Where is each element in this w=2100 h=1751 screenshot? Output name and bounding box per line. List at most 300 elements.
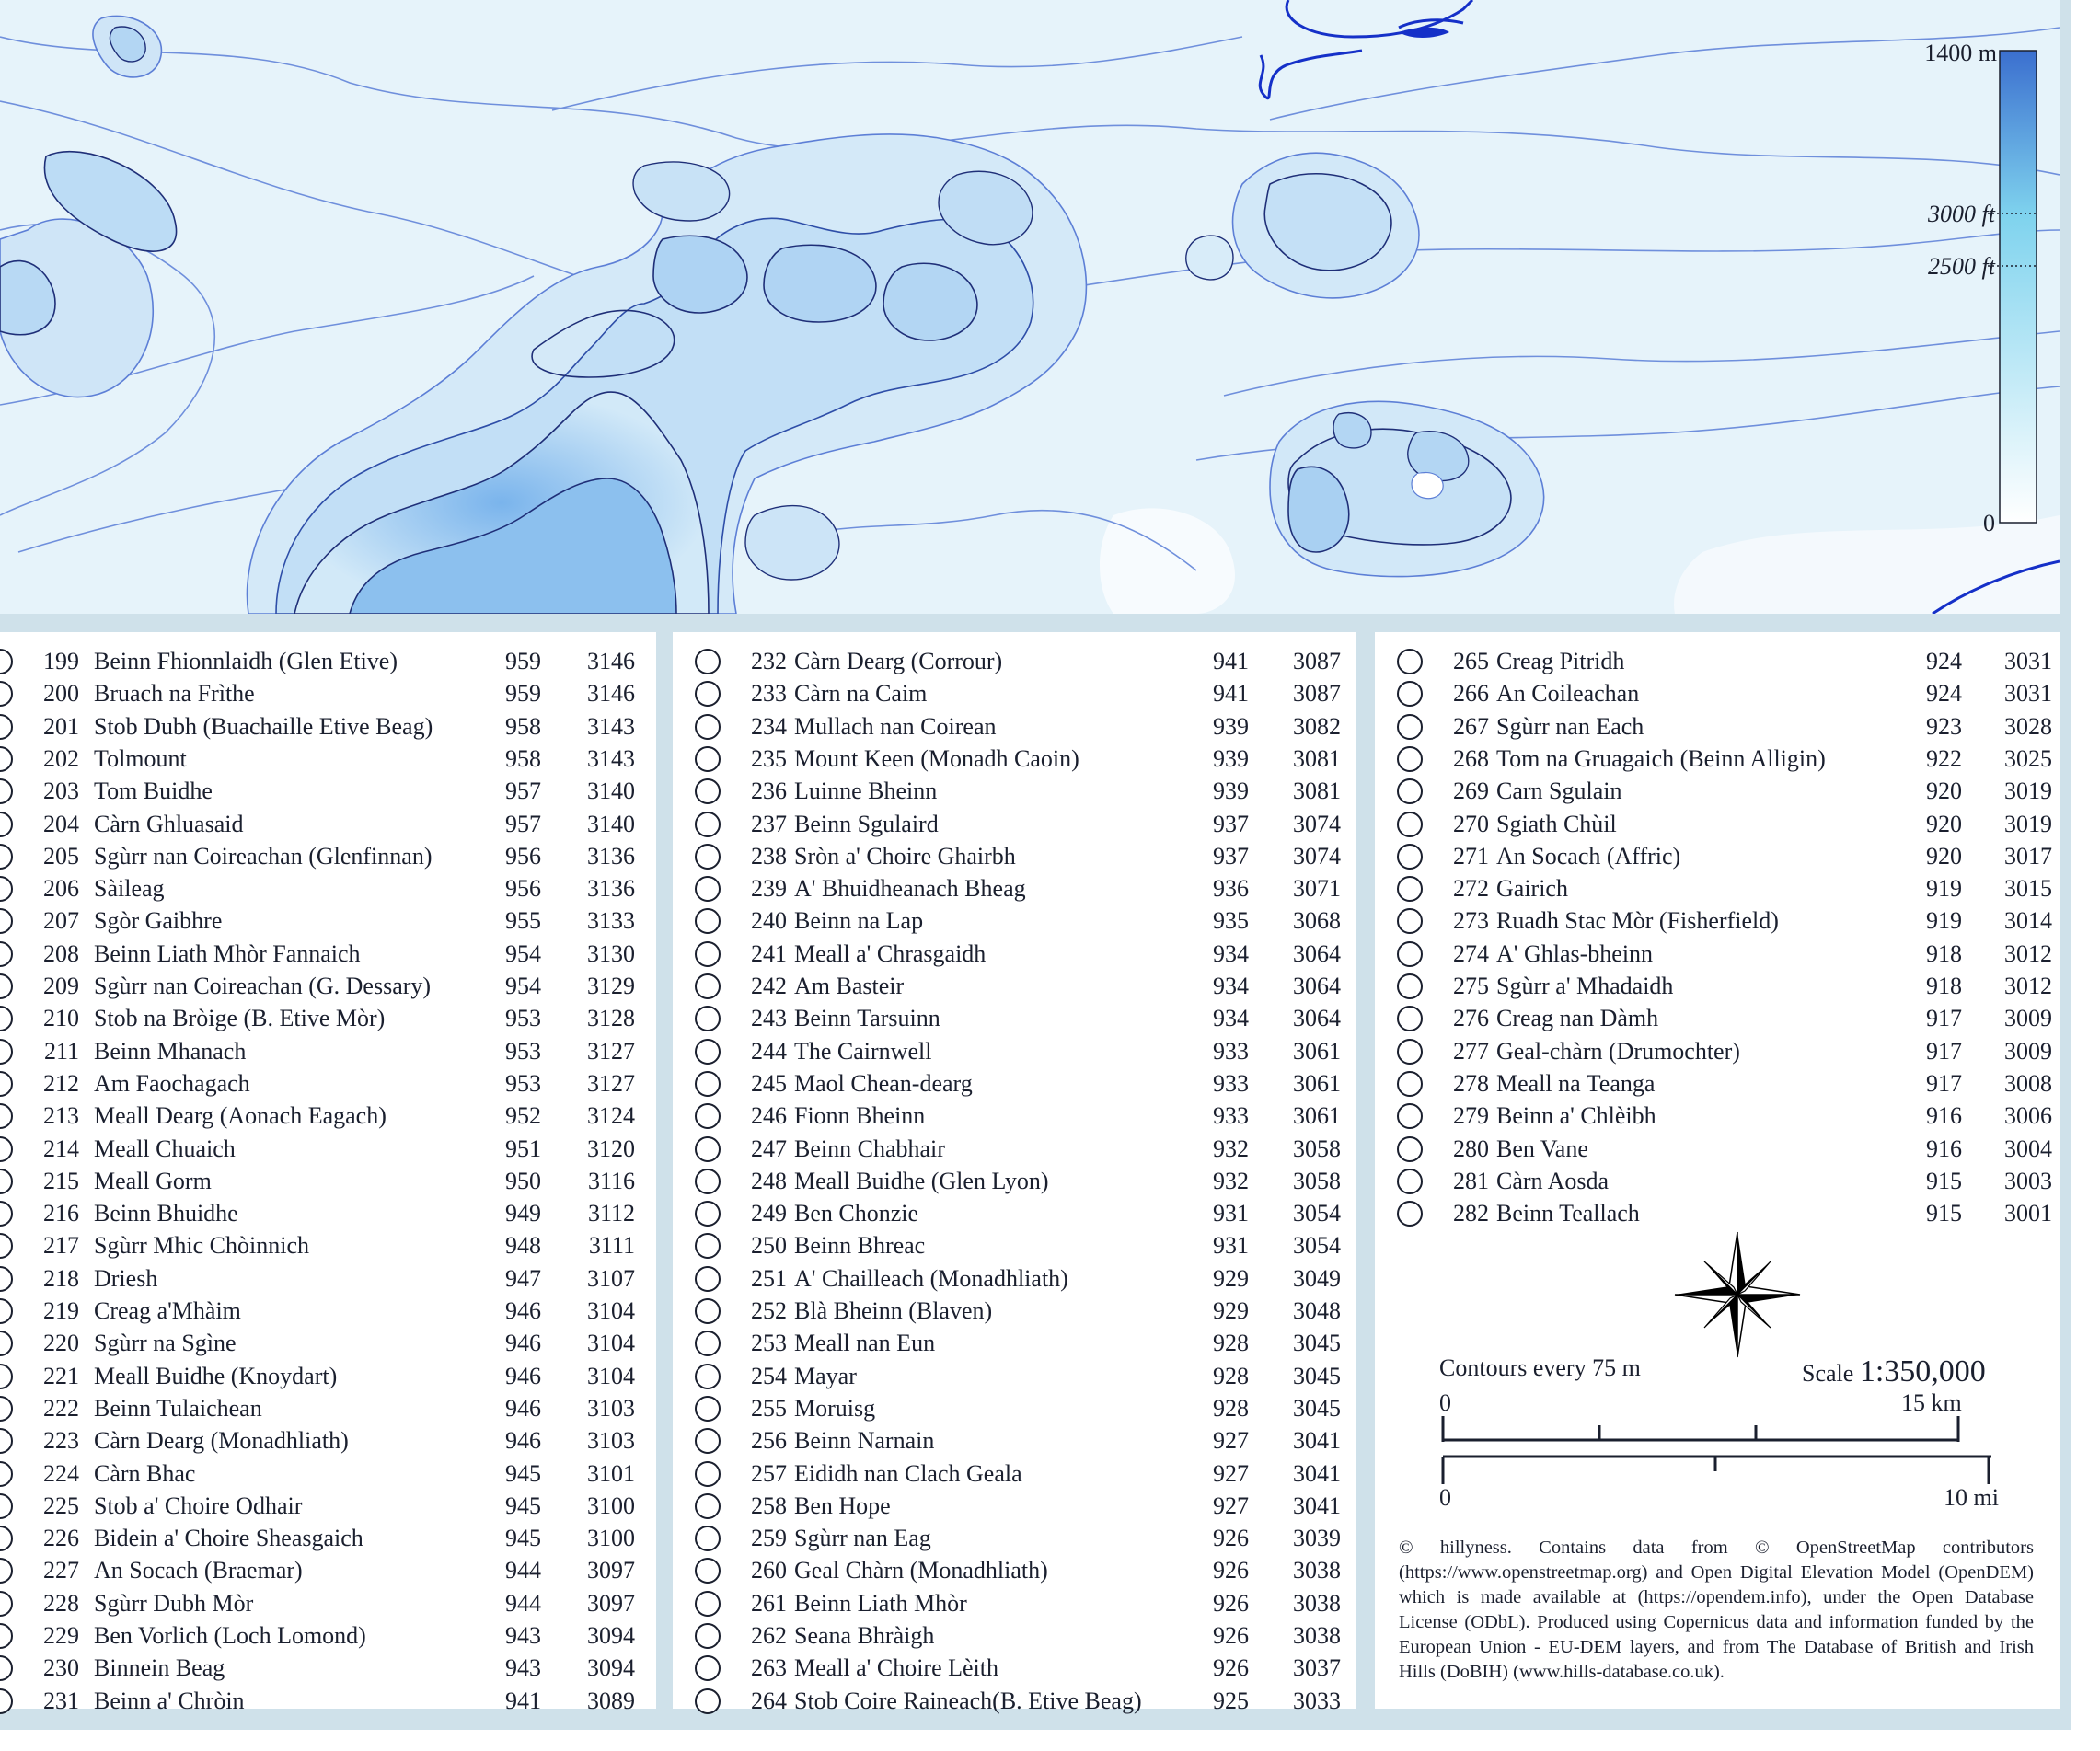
height-metres: 932 [1213,1167,1249,1194]
hill-name: Ruadh Stac Mòr (Fisherfield) [1496,907,1779,935]
hill-number: 268 [1453,744,1489,772]
hill-row [1375,1133,2060,1165]
height-metres: 933 [1213,1069,1249,1097]
hill-number: 266 [1453,680,1489,708]
tick-circle[interactable] [695,1396,721,1422]
hill-number: 206 [43,875,79,903]
height-metres: 953 [505,1005,541,1032]
height-feet: 3087 [1293,648,1341,674]
height-feet: 3004 [2004,1135,2052,1162]
hill-row [673,1587,1356,1619]
mi-zero-label: 0 [1439,1484,1451,1511]
height-feet: 3136 [587,875,635,903]
tick-circle[interactable] [695,1558,721,1584]
scale-bars [1439,1416,1991,1490]
hill-row [673,1490,1356,1522]
hill-number: 243 [751,1005,787,1032]
tick-circle[interactable] [0,1461,13,1487]
hill-row [673,938,1356,970]
hill-row [0,1522,656,1554]
hill-name: Meall na Teanga [1496,1069,1656,1097]
height-metres: 929 [1213,1297,1249,1324]
hill-name: Beinn Bhreac [794,1232,926,1260]
contour-map-svg [0,0,2060,614]
height-metres: 950 [505,1167,541,1194]
height-feet: 3104 [587,1330,635,1357]
tick-circle[interactable] [695,1623,721,1649]
tick-circle[interactable] [0,1396,13,1422]
height-feet: 3111 [588,1232,635,1260]
hill-name: Meall nan Eun [794,1330,936,1357]
tick-circle[interactable] [0,941,13,967]
tick-circle[interactable] [1397,746,1423,772]
height-metres: 941 [1213,648,1249,674]
tick-circle[interactable] [695,1298,721,1324]
hill-number: 225 [43,1492,79,1519]
hill-row [1375,1197,2060,1229]
height-feet: 3038 [1293,1622,1341,1649]
tick-circle[interactable] [1397,908,1423,934]
hill-row [673,1652,1356,1684]
hill-row [0,1035,656,1067]
hill-name: Beinn Tarsuinn [794,1005,940,1032]
hill-row [1375,645,2060,677]
hill-row [673,970,1356,1002]
hill-row [673,1522,1356,1554]
hill-number: 213 [43,1102,79,1130]
tick-circle[interactable] [1397,876,1423,902]
tick-circle[interactable] [0,1688,13,1714]
height-metres: 941 [1213,680,1249,708]
tick-circle[interactable] [695,941,721,967]
tick-circle[interactable] [695,1233,721,1259]
tick-circle[interactable] [1397,1169,1423,1194]
height-feet: 3038 [1293,1557,1341,1584]
height-feet: 3146 [587,680,635,708]
hill-number: 220 [43,1330,79,1357]
tick-circle[interactable] [0,746,13,772]
height-feet: 3064 [1293,939,1341,967]
tick-circle[interactable] [0,1493,13,1519]
hill-row [1375,1100,2060,1132]
tick-circle[interactable] [1397,812,1423,837]
height-metres: 945 [505,1459,541,1487]
height-feet: 3082 [1293,712,1341,740]
contour-map [0,0,2060,614]
height-metres: 946 [505,1394,541,1422]
height-feet: 3028 [2004,712,2052,740]
hill-row [0,1652,656,1684]
hill-row [673,840,1356,872]
hill-name: Beinn Liath Mhòr Fannaich [94,939,361,967]
height-feet: 3031 [2004,680,2052,708]
hill-number: 232 [751,648,787,674]
height-feet: 3061 [1293,1037,1341,1065]
hill-name: Beinn na Lap [794,907,924,935]
height-metres: 926 [1213,1557,1249,1584]
hill-number: 207 [43,907,79,935]
hill-number: 276 [1453,1005,1489,1032]
hill-number: 255 [751,1394,787,1422]
tick-circle[interactable] [695,746,721,772]
hill-name: Sgùrr a' Mhadaidh [1496,973,1674,999]
hill-number: 233 [751,680,787,708]
height-feet: 3025 [2004,744,2052,772]
tick-circle[interactable] [0,1233,13,1259]
height-metres: 928 [1213,1394,1249,1422]
hill-name: Geal-chàrn (Drumochter) [1496,1037,1740,1065]
tick-circle[interactable] [0,1591,13,1617]
tick-circle[interactable] [0,1428,13,1454]
height-feet: 3129 [587,973,635,999]
hill-name: Tolmount [94,744,187,772]
hill-number: 271 [1453,842,1489,870]
tick-circle[interactable] [1397,844,1423,870]
tick-circle[interactable] [0,1266,13,1292]
tick-circle[interactable] [695,714,721,740]
hill-name: Am Faochagach [94,1069,250,1097]
tick-circle[interactable] [0,1103,13,1129]
height-feet: 3012 [2004,939,2052,967]
hill-number: 282 [1453,1200,1489,1227]
hill-number: 205 [43,842,79,870]
height-metres: 920 [1926,842,1962,870]
hill-name: Càrn na Caim [794,680,928,708]
tick-circle[interactable] [0,1298,13,1324]
tick-circle[interactable] [0,1331,13,1356]
hill-row [0,1002,656,1034]
hill-name: Carn Sgulain [1496,778,1622,805]
height-feet: 3107 [587,1264,635,1292]
tick-circle[interactable] [0,908,13,934]
hill-number: 245 [751,1069,787,1097]
hill-row [0,1457,656,1490]
tick-circle[interactable] [0,1655,13,1681]
hill-row [673,1424,1356,1457]
tick-circle[interactable] [1397,1006,1423,1031]
hill-name: Gairich [1496,875,1568,903]
hill-number: 254 [751,1362,787,1389]
hill-name: Beinn a' Chlèibh [1496,1102,1656,1130]
tick-circle[interactable] [695,1006,721,1031]
tick-circle[interactable] [0,714,13,740]
tick-circle[interactable] [695,908,721,934]
tick-circle[interactable] [695,1655,721,1681]
tick-circle[interactable] [0,876,13,902]
height-feet: 3064 [1293,1005,1341,1032]
height-metres: 924 [1926,680,1962,708]
height-metres: 947 [505,1264,541,1292]
tick-circle[interactable] [695,876,721,902]
height-metres: 928 [1213,1330,1249,1357]
hill-row [0,743,656,775]
tick-circle[interactable] [695,681,721,707]
tick-circle[interactable] [1397,714,1423,740]
tick-circle[interactable] [0,1071,13,1097]
hill-number: 263 [751,1654,787,1682]
tick-circle[interactable] [695,844,721,870]
tick-circle[interactable] [0,1526,13,1551]
hill-row [673,710,1356,743]
tick-circle[interactable] [0,1558,13,1584]
height-metres: 922 [1926,744,1962,772]
height-metres: 918 [1926,973,1962,999]
tick-circle[interactable] [695,1103,721,1129]
hill-number: 222 [43,1394,79,1422]
hill-row [1375,1002,2060,1034]
height-metres: 928 [1213,1362,1249,1389]
hill-row [673,1165,1356,1197]
height-feet: 3120 [587,1135,635,1162]
hill-number: 270 [1453,810,1489,837]
height-metres: 952 [505,1102,541,1130]
tick-circle[interactable] [695,778,721,804]
hill-name: Càrn Dearg (Corrour) [794,648,1003,674]
height-feet: 3049 [1293,1264,1341,1292]
tick-circle[interactable] [695,1169,721,1194]
hill-number: 212 [43,1069,79,1097]
hill-name: Sròn a' Choire Ghairbh [794,842,1016,870]
hill-name: Sgùrr nan Coireachan (G. Dessary) [94,973,432,999]
hill-row [673,1100,1356,1132]
height-metres: 937 [1213,842,1249,870]
tick-circle[interactable] [695,1461,721,1487]
tick-circle[interactable] [1397,973,1423,999]
hill-name: Sàileag [94,875,165,903]
hill-row [673,1685,1356,1717]
tick-circle[interactable] [695,1136,721,1162]
tick-circle[interactable] [695,649,721,674]
height-feet: 3097 [587,1589,635,1617]
height-feet: 3112 [587,1200,635,1227]
height-metres: 954 [505,939,541,967]
tick-circle[interactable] [0,1006,13,1031]
height-feet: 3045 [1293,1362,1341,1389]
credits-text: © hillyness. Contains data from © OpenStreetMap contributors (https://www.openstreetmap.org) and Open Digital Elevation Model (OpenDEM) which is made available at (https://opendem.info), under the Open Database License (ODbL). Produced using Copernicus data and information funded by the European Union - EU-DEM layers, and from The Database of British and Irish Hills (DoBIH) (www.hills-database.co.uk). [1399,1538,2034,1682]
hill-row [1375,1165,2060,1197]
hill-number: 258 [751,1492,787,1519]
height-feet: 3143 [587,712,635,740]
hill-number: 252 [751,1297,787,1324]
hill-name: Meall a' Chrasgaidh [794,939,987,967]
hill-name: Luinne Bheinn [794,778,938,805]
tick-circle[interactable] [0,1201,13,1227]
hill-name: Creag nan Dàmh [1496,1005,1659,1032]
hill-number: 267 [1453,712,1489,740]
tick-circle[interactable] [695,812,721,837]
hill-number: 202 [43,744,79,772]
height-feet: 3127 [587,1069,635,1097]
hill-row [0,1197,656,1229]
hill-name: Creag a'Mhàim [94,1297,241,1324]
hill-name: Meall a' Choire Lèith [794,1654,999,1682]
height-feet: 3089 [587,1687,635,1714]
hill-row [0,677,656,709]
height-feet: 3068 [1293,907,1341,935]
hill-number: 231 [43,1687,79,1714]
hill-number: 224 [43,1459,79,1487]
tick-circle[interactable] [695,1039,721,1065]
hill-name: Bruach na Frìthe [94,680,255,708]
height-metres: 916 [1926,1135,1962,1162]
tick-circle[interactable] [695,973,721,999]
hill-number: 242 [751,973,787,999]
tick-circle[interactable] [695,1526,721,1551]
hill-name: Beinn Sgulaird [794,810,939,837]
hill-name: A' Chailleach (Monadhliath) [794,1264,1068,1292]
tick-circle[interactable] [0,1623,13,1649]
hill-row [1375,840,2060,872]
hill-row [673,1327,1356,1359]
hill-row [0,1262,656,1295]
hill-row [0,1229,656,1261]
tick-circle[interactable] [1397,649,1423,674]
hill-row [0,808,656,840]
hill-name: Mount Keen (Monadh Caoin) [794,744,1079,772]
tick-circle[interactable] [695,1071,721,1097]
mi-end-label: 10 mi [1944,1484,1999,1511]
hill-name: Seana Bhràigh [794,1622,935,1649]
hill-name: Beinn Bhuidhe [94,1200,238,1227]
tick-circle[interactable] [1397,1201,1423,1227]
tick-circle[interactable] [1397,681,1423,707]
scale-value: 1:350,000 [1859,1354,1986,1388]
hill-name: Càrn Dearg (Monadhliath) [94,1427,349,1455]
height-feet: 3101 [587,1459,635,1487]
tick-circle[interactable] [0,1364,13,1389]
height-feet: 3012 [2004,973,2052,999]
height-metres: 927 [1213,1459,1249,1487]
hill-row [673,1035,1356,1067]
tick-circle[interactable] [1397,941,1423,967]
height-metres: 931 [1213,1200,1249,1227]
tick-circle[interactable] [695,1428,721,1454]
height-metres: 918 [1926,939,1962,967]
hill-name: A' Bhuidheanach Bheag [794,875,1026,903]
hill-number: 229 [43,1622,79,1649]
tick-circle[interactable] [695,1364,721,1389]
tick-circle[interactable] [695,1591,721,1617]
hill-name: Binnein Beag [94,1654,225,1682]
hill-name: Driesh [94,1264,158,1292]
hill-number: 236 [751,778,787,805]
hill-row [673,1067,1356,1100]
height-feet: 3081 [1293,778,1341,805]
hill-name: Beinn Narnain [794,1427,935,1455]
height-metres: 944 [505,1557,541,1584]
hill-name: Stob na Bròige (B. Etive Mòr) [94,1005,386,1032]
tick-circle[interactable] [695,1201,721,1227]
height-metres: 941 [505,1687,541,1714]
height-feet: 3133 [587,907,635,935]
height-metres: 926 [1213,1589,1249,1617]
height-feet: 3045 [1293,1330,1341,1357]
hill-number: 256 [751,1427,787,1455]
hill-row [0,938,656,970]
tick-circle[interactable] [695,1493,721,1519]
hill-number: 218 [43,1264,79,1292]
tick-circle[interactable] [0,812,13,837]
hill-number: 278 [1453,1069,1489,1097]
tick-circle[interactable] [0,1039,13,1065]
tick-circle[interactable] [695,1688,721,1714]
height-feet: 3039 [1293,1525,1341,1552]
height-feet: 3031 [2004,648,2052,674]
hill-number: 273 [1453,907,1489,935]
height-metres: 919 [1926,875,1962,903]
height-metres: 959 [505,680,541,708]
hill-name: Meall Dearg (Aonach Eagach) [94,1102,387,1130]
hill-number: 203 [43,778,79,805]
height-feet: 3064 [1293,973,1341,999]
tick-circle[interactable] [0,778,13,804]
hill-row [673,1197,1356,1229]
hill-name: An Socach (Affric) [1496,842,1681,870]
hill-number: 274 [1453,939,1489,967]
hill-list-column-1 [0,632,656,1714]
height-metres: 915 [1926,1167,1962,1194]
tick-circle[interactable] [0,973,13,999]
height-feet: 3143 [587,744,635,772]
tick-circle[interactable] [0,1136,13,1162]
tick-circle[interactable] [0,844,13,870]
hill-row [0,872,656,904]
hill-row [1375,677,2060,709]
tick-circle[interactable] [0,1169,13,1194]
tick-circle[interactable] [1397,1071,1423,1097]
hill-row [673,743,1356,775]
hill-number: 208 [43,939,79,967]
height-feet: 3019 [2004,778,2052,805]
hill-name: Meall Buidhe (Glen Lyon) [794,1167,1049,1194]
tick-circle[interactable] [1397,1039,1423,1065]
hill-row [0,1360,656,1392]
height-feet: 3041 [1293,1492,1341,1519]
hill-row [0,1554,656,1586]
height-metres: 926 [1213,1622,1249,1649]
height-feet: 3094 [587,1622,635,1649]
height-metres: 939 [1213,744,1249,772]
height-feet: 3003 [2004,1167,2052,1194]
height-feet: 3006 [2004,1102,2052,1130]
tick-circle[interactable] [0,649,13,674]
tick-circle[interactable] [1397,778,1423,804]
hill-number: 264 [751,1687,787,1714]
hill-name: Sgùrr nan Eag [794,1525,931,1552]
hill-row [673,1133,1356,1165]
height-feet: 3045 [1293,1394,1341,1422]
hill-row [0,840,656,872]
tick-circle[interactable] [695,1331,721,1356]
tick-circle[interactable] [1397,1103,1423,1129]
hill-name: Beinn Liath Mhòr [794,1589,967,1617]
hill-number: 248 [751,1167,787,1194]
hill-row [673,775,1356,807]
hill-number: 217 [43,1232,79,1260]
tick-circle[interactable] [1397,1136,1423,1162]
hill-number: 241 [751,939,787,967]
height-feet: 3041 [1293,1427,1341,1455]
height-feet: 3008 [2004,1069,2052,1097]
height-feet: 3058 [1293,1135,1341,1162]
tick-circle[interactable] [695,1266,721,1292]
height-feet: 3001 [2004,1200,2052,1227]
height-feet: 3019 [2004,810,2052,837]
height-metres: 946 [505,1427,541,1455]
tick-circle[interactable] [0,681,13,707]
height-metres: 939 [1213,712,1249,740]
height-feet: 3094 [587,1654,635,1682]
